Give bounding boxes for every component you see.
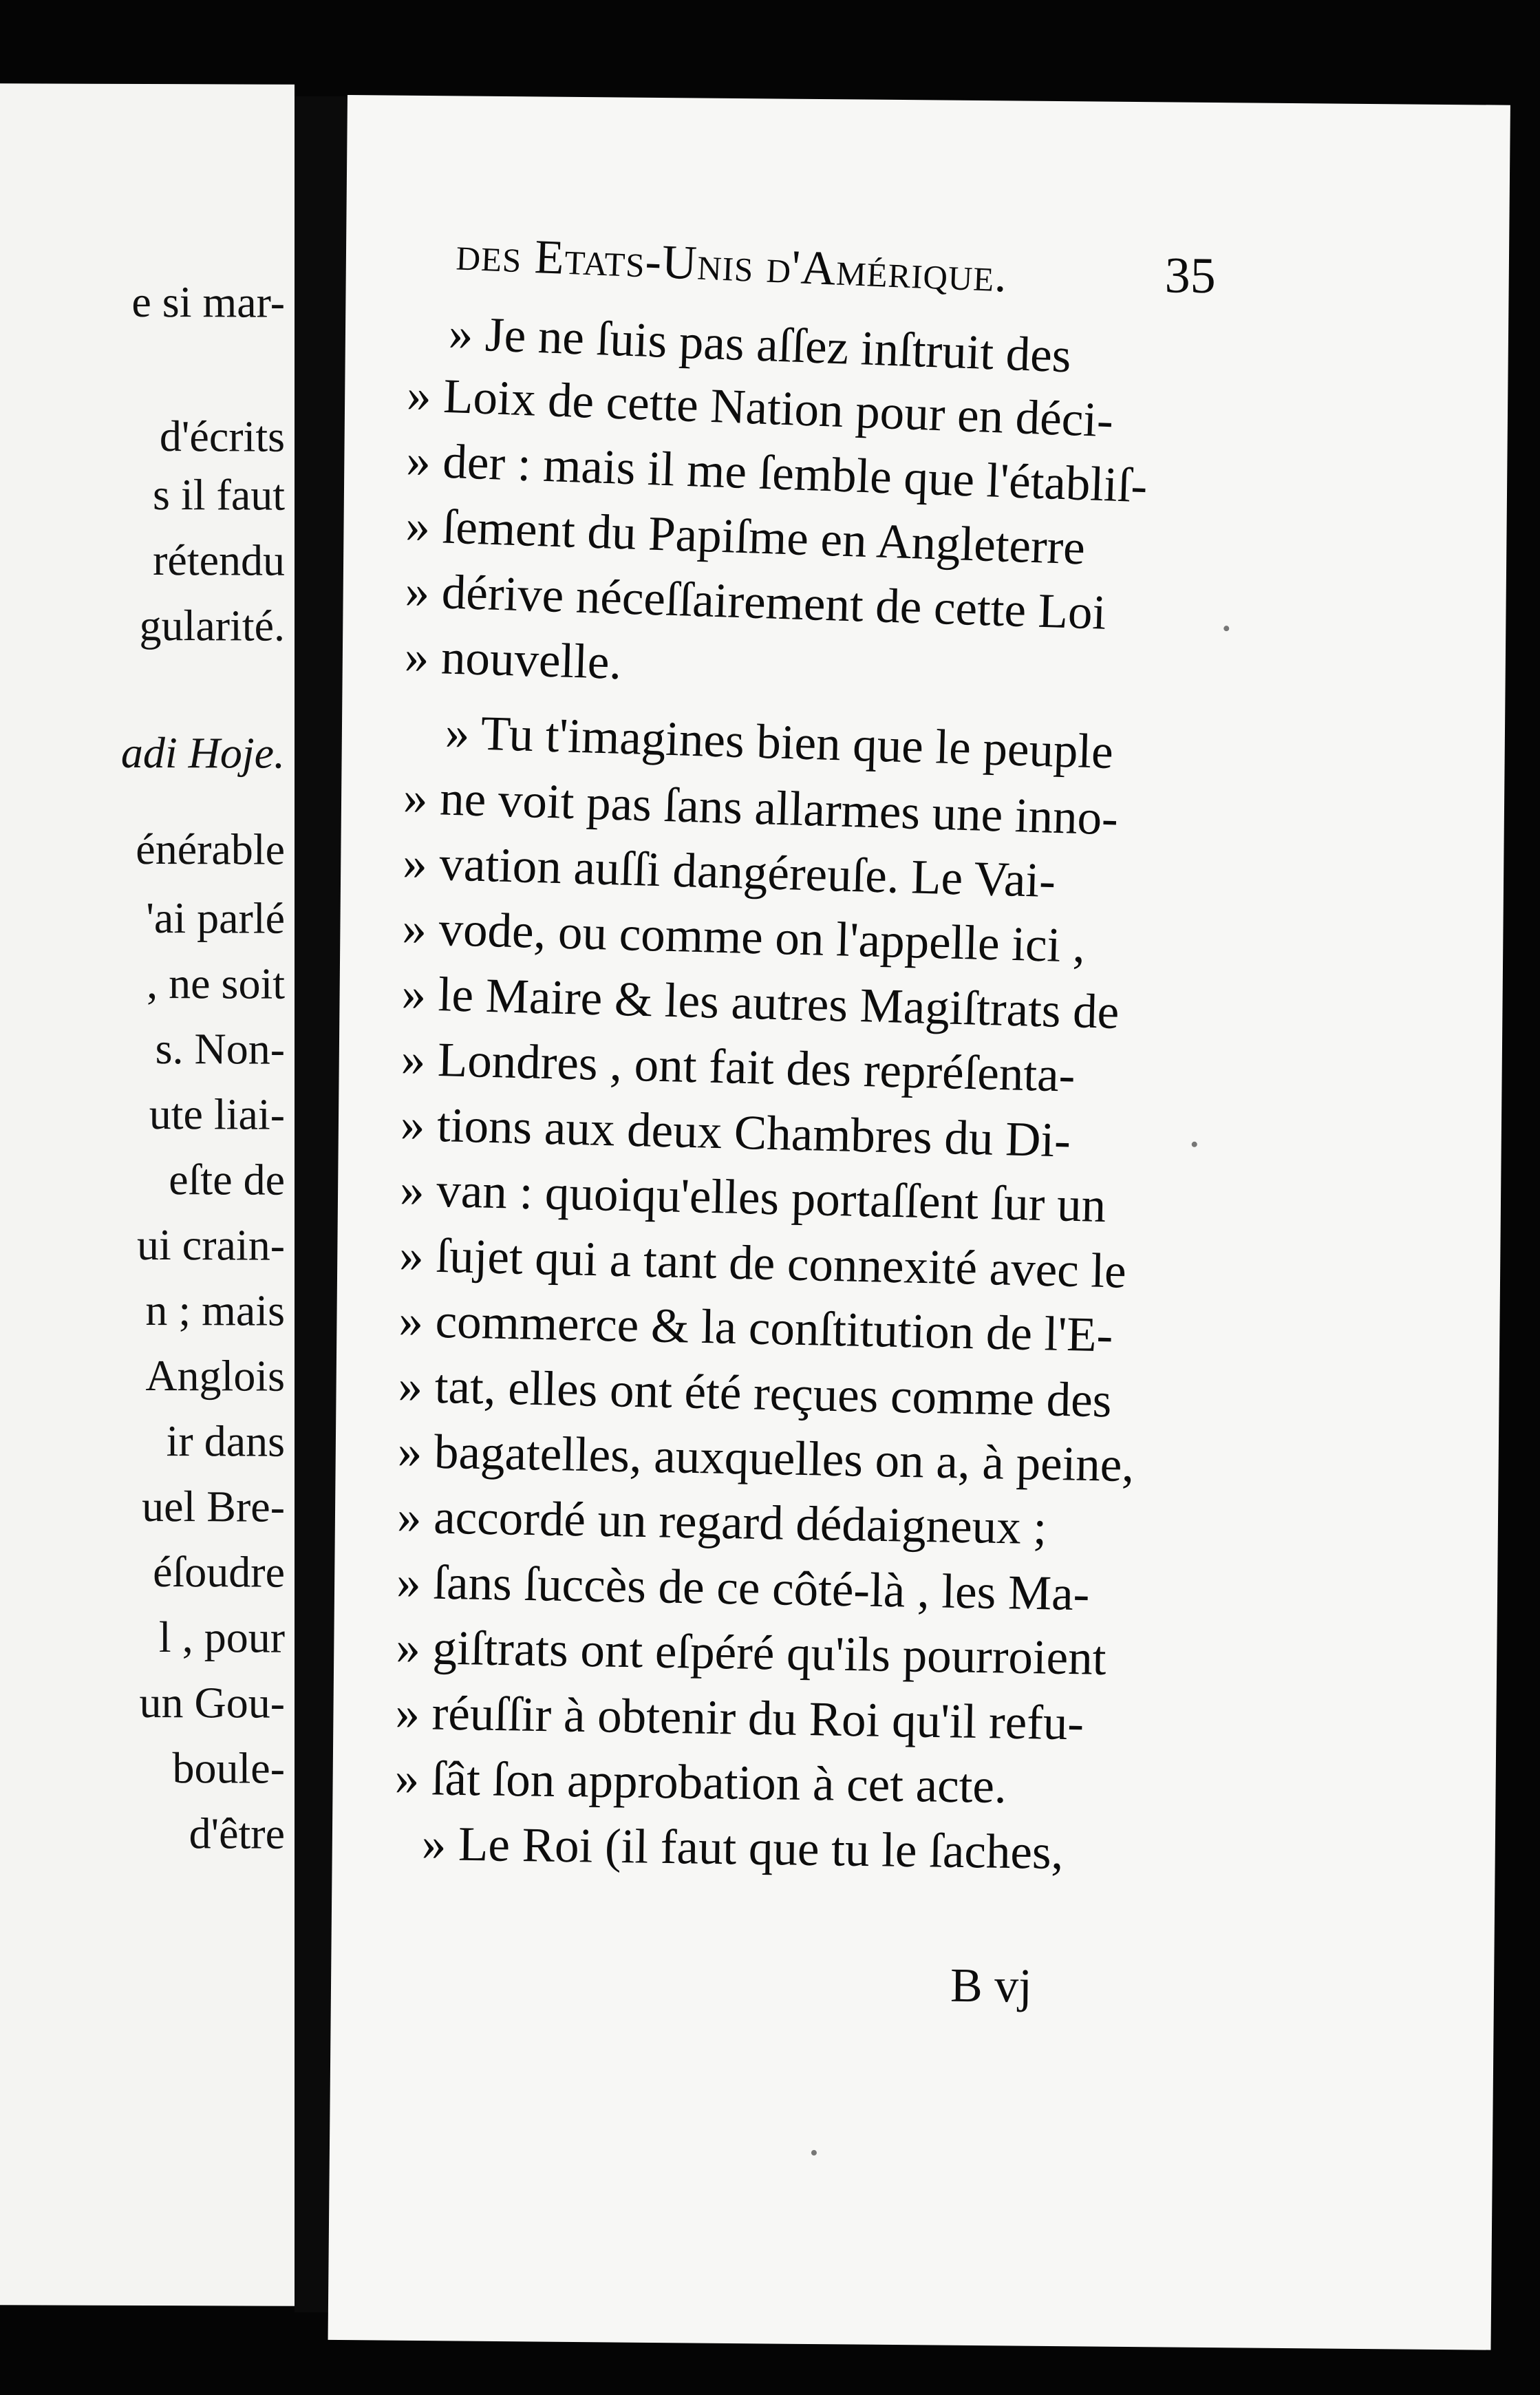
left-line: boule- <box>172 1743 285 1793</box>
left-line: Anglois <box>145 1350 285 1401</box>
left-line: ute liai- <box>149 1089 285 1139</box>
header-prefix: des <box>455 227 524 284</box>
text-line: » réuſſir à obtenir du Roi qu'il refu- <box>394 1685 1084 1751</box>
left-line: adi Hoje. <box>120 727 285 778</box>
left-line: n ; mais <box>145 1285 285 1335</box>
text-line: » ſans ſuccès de ce côté-là , les Ma- <box>396 1555 1091 1621</box>
text-line: » ſement du Papiſme en Angleterre <box>405 498 1087 575</box>
left-line: énérable <box>136 824 285 874</box>
left-line: ir dans <box>166 1416 285 1466</box>
text-line: » vation auſſi dangéreuſe. Le Vai- <box>402 835 1056 908</box>
left-page <box>0 83 295 2306</box>
left-line: d'être <box>189 1809 285 1858</box>
left-line: s il faut <box>153 470 285 520</box>
text-line: » dérive néceſſairement de cette Loi <box>404 564 1107 640</box>
text-line: » Tu t'imagines bien que le peuple <box>444 705 1114 780</box>
left-line: un Gou- <box>139 1677 285 1727</box>
text-line: » accordé un regard dédaigneux ; <box>396 1489 1047 1555</box>
left-line: 'ai parlé <box>146 893 285 943</box>
left-line: l , pour <box>158 1612 285 1662</box>
text-line: » commerce & la conſtitution de l'E- <box>398 1293 1114 1363</box>
left-line: s. Non- <box>155 1024 285 1074</box>
paper-speck <box>811 2150 817 2156</box>
left-line: gularité. <box>139 600 285 650</box>
text-line: » tions aux deux Chambres du Di- <box>400 1097 1071 1168</box>
text-line: » tat, elles ont été reçues comme des <box>397 1359 1113 1428</box>
text-line: » Le Roi (il faut que tu le ſaches, <box>421 1817 1064 1880</box>
left-line: ui crain- <box>137 1220 285 1270</box>
text-line: » der : mais il me ſemble que l'établiſ- <box>405 433 1148 513</box>
left-line: éſoudre <box>153 1547 285 1597</box>
header-title: Etats-Unis d'Amérique. <box>533 230 1009 303</box>
text-line: » Loix de cette Nation pour en déci- <box>405 368 1115 448</box>
left-line: e si mar- <box>131 277 285 327</box>
left-line: rétendu <box>153 535 285 585</box>
right-page <box>328 95 1510 2350</box>
left-line: uel Bre- <box>142 1481 285 1531</box>
text-line: » giſtrats ont eſpéré qu'ils pourroient <box>395 1620 1107 1685</box>
left-line: eſte de <box>169 1155 285 1204</box>
text-line: » Je ne ſuis pas aſſez inſtruit des <box>447 306 1072 383</box>
paper-speck <box>1223 626 1229 631</box>
signature-mark: B vj <box>950 1959 1033 2013</box>
text-line: » ſât ſon approbation à cet acte. <box>394 1751 1007 1814</box>
left-line: d'écrits <box>159 412 285 461</box>
paper-speck <box>1192 1142 1197 1147</box>
page-number: 35 <box>1164 247 1217 305</box>
running-header <box>455 226 1008 304</box>
text-line: » le Maire & les autres Magiſtrats de <box>400 966 1120 1040</box>
left-line: , ne soit <box>147 958 285 1008</box>
text-line: » Londres , ont fait des repréſenta- <box>400 1032 1076 1103</box>
text-line: » nouvelle. <box>403 629 623 690</box>
text-line: » ne voit pas ſans allarmes une inno- <box>402 770 1119 846</box>
text-line: » ſujet qui a tant de connexité avec le <box>398 1228 1127 1299</box>
text-line: » van : quoiqu'elles portaſſent ſur un <box>399 1162 1107 1233</box>
text-line: » vode, ou comme on l'appelle ici , <box>401 901 1086 973</box>
text-line: » bagatelles, auxquelles on a, à peine, <box>397 1424 1135 1493</box>
